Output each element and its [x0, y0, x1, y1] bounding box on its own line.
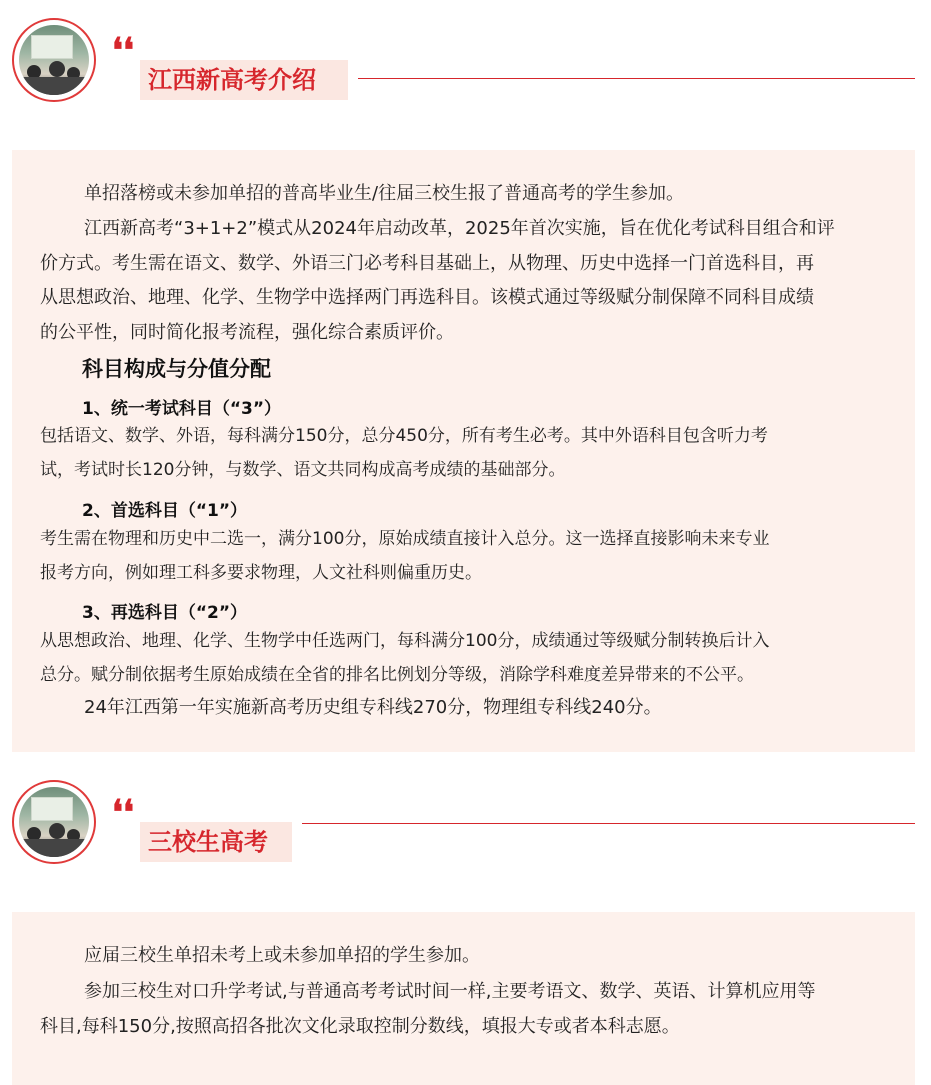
paragraph-line: 的公平性，同时简化报考流程，强化综合素质评价。	[40, 322, 454, 343]
intro-text: 应届三校生单招未考上或未参加单招的学生参加。	[84, 945, 480, 966]
item-title: 3、再选科目（“2”）	[82, 603, 248, 623]
section-title-box	[140, 60, 348, 100]
avatar	[12, 18, 96, 102]
item-line: 总分。赋分制依据考生原始成绩在全省的排名比例划分等级，消除学科难度差异带来的不公平。	[40, 665, 754, 685]
section1-panel	[12, 150, 915, 752]
section1-header	[0, 18, 931, 108]
quote-icon: ❛❛	[112, 793, 134, 833]
classroom-photo	[19, 787, 89, 857]
paragraph-line: 从思想政治、地理、化学、生物学中选择两门再选科目。该模式通过等级赋分制保障不同科目成绩	[40, 287, 814, 308]
paragraph-line: 价方式。考生需在语文、数学、外语三门必考科目基础上，从物理、历史中选择一门首选科目，再	[40, 253, 814, 274]
item-line: 报考方向，例如理工科多要求物理，人文社科则偏重历史。	[40, 563, 482, 583]
item-line: 包括语文、数学、外语，每科满分150分，总分450分，所有考生必考。其中外语科目包含听力考	[40, 426, 768, 446]
quote-icon: ❛❛	[112, 31, 134, 71]
classroom-photo	[19, 25, 89, 95]
item-title: 2、首选科目（“1”）	[82, 501, 248, 521]
section2-header	[0, 780, 931, 870]
paragraph-line: 江西新高考“3+1+2”模式从2024年启动改革，2025年首次实施，旨在优化考试科目组合和评	[84, 218, 835, 239]
section-title: 三校生高考	[148, 828, 268, 856]
closing-text: 24年江西第一年实施新高考历史组专科线270分，物理组专科线240分。	[84, 697, 662, 718]
section-title-box	[140, 822, 292, 862]
section-heading: 科目构成与分值分配	[82, 357, 271, 381]
intro-text: 单招落榜或未参加单招的普高毕业生/往届三校生报了普通高考的学生参加。	[84, 183, 685, 204]
item-title: 1、统一考试科目（“3”）	[82, 399, 282, 419]
paragraph-line: 科目,每科150分,按照高招各批次文化录取控制分数线，填报大专或者本科志愿。	[40, 1016, 680, 1037]
paragraph-line: 参加三校生对口升学考试,与普通高考考试时间一样,主要考语文、数学、英语、计算机应用等	[84, 981, 816, 1002]
item-line: 从思想政治、地理、化学、生物学中任选两门，每科满分100分，成绩通过等级赋分制转换后计入	[40, 631, 770, 651]
section2-panel	[12, 912, 915, 1085]
item-line: 考生需在物理和历史中二选一，满分100分，原始成绩直接计入总分。这一选择直接影响未来专业	[40, 529, 770, 549]
avatar	[12, 780, 96, 864]
item-line: 试，考试时长120分钟，与数学、语文共同构成高考成绩的基础部分。	[40, 460, 566, 480]
title-divider	[302, 823, 915, 824]
section-title: 江西新高考介绍	[148, 66, 316, 94]
title-divider	[358, 78, 915, 79]
